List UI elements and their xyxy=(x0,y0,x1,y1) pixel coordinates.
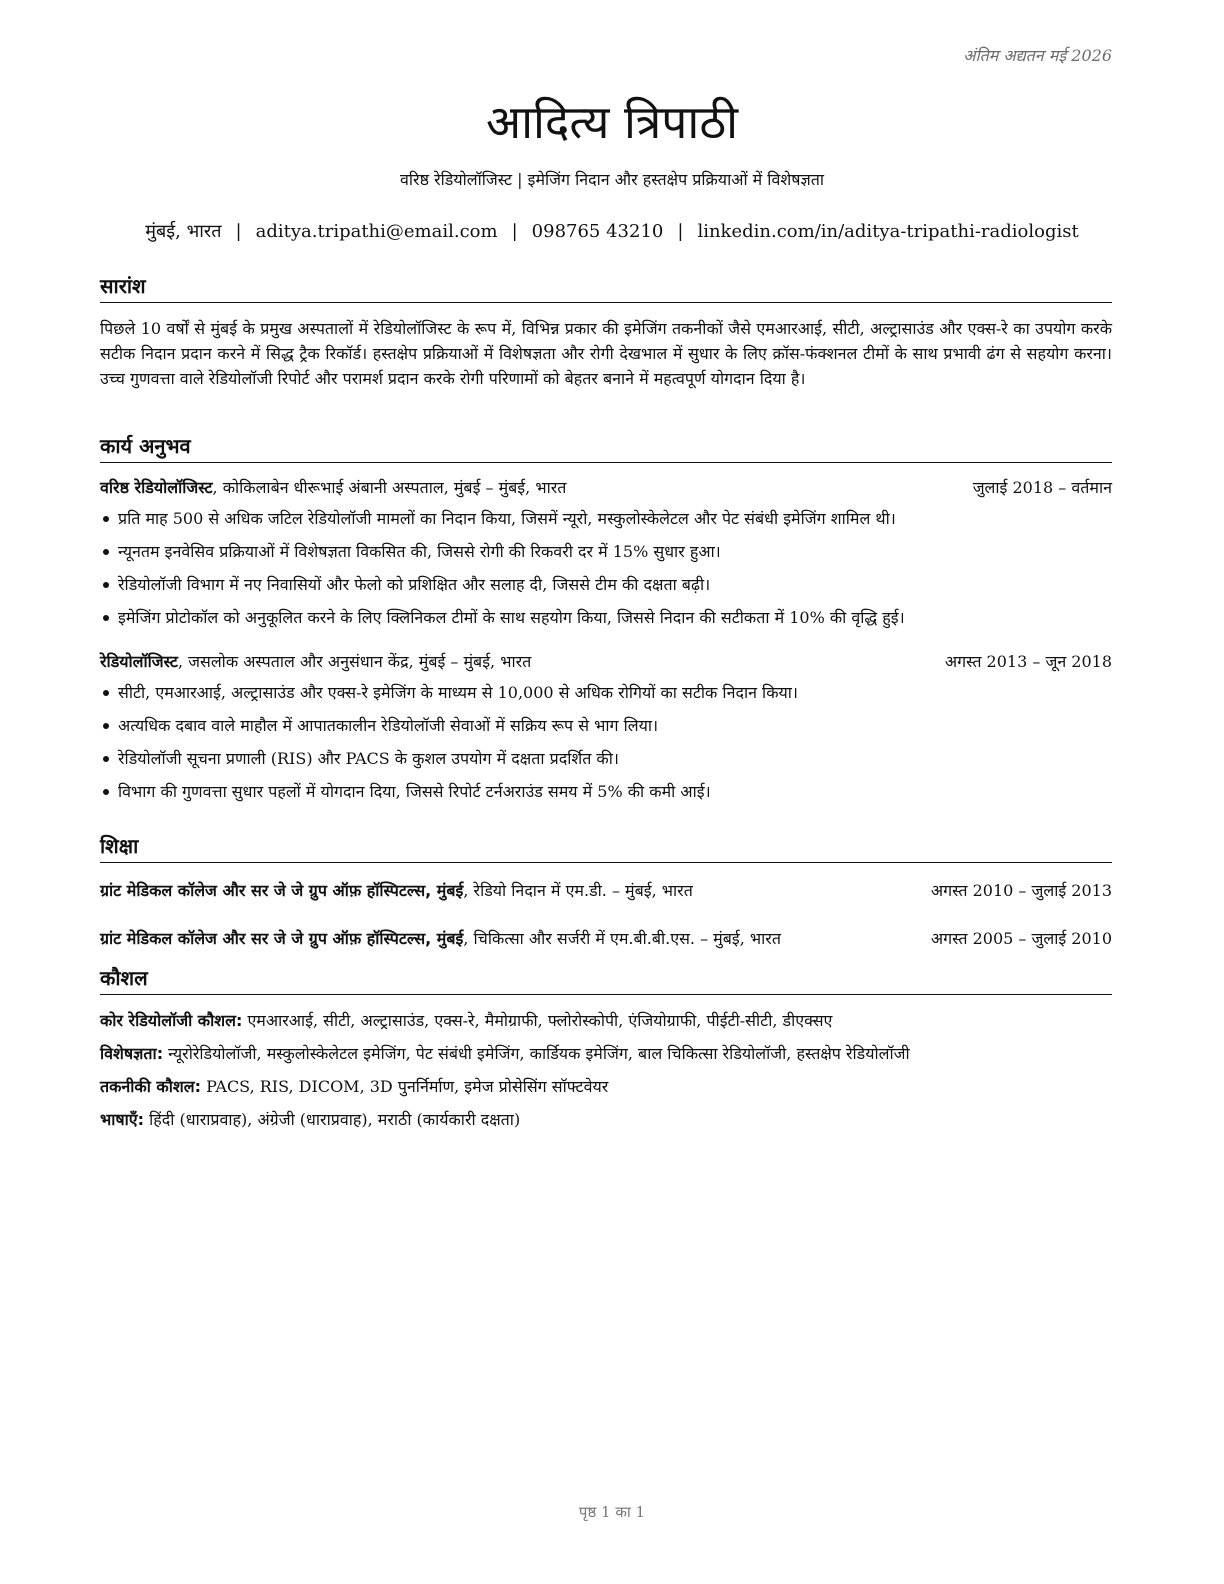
skills-row xyxy=(100,1037,1112,1070)
contact-email[interactable]: aditya.tripathi@email.com xyxy=(255,221,498,242)
bullet-item: अत्यधिक दबाव वाले माहौल में आपातकालीन रेडियोलॉजी सेवाओं में सक्रिय रूप से भाग लिया। xyxy=(100,709,1112,742)
skills-row xyxy=(100,1004,1112,1037)
skills-label: भाषाएँ: xyxy=(100,1110,145,1129)
section-title-experience: कार्य अनुभव xyxy=(100,432,1112,463)
skills-value: न्यूरोरेडियोलॉजी, मस्कुलोस्केलेटल इमेजिंग, पेट संबंधी इमेजिंग, कार्डियक इमेजिंग, बाल चिकित्सा रेडियोलॉजी, हस्तक्षेप रेडियोलॉजी xyxy=(163,1044,910,1063)
job-bullets xyxy=(100,676,1112,808)
education-dates: अगस्त 2005 – जुलाई 2010 xyxy=(930,929,1112,948)
education-line xyxy=(100,879,693,901)
job-org: , जसलोक अस्पताल और अनुसंधान केंद्र, मुंबई – मुंबई, भारत xyxy=(177,652,532,671)
skills-label: विशेषज्ञता: xyxy=(100,1044,164,1063)
skills-row xyxy=(100,1103,1112,1136)
job-role: रेडियोलॉजिस्ट xyxy=(100,652,178,671)
education-institution: ग्रांट मेडिकल कॉलेज और सर जे जे ग्रुप ऑफ़ हॉस्पिटल्स, मुंबई xyxy=(100,929,464,948)
job-dates: अगस्त 2013 – जून 2018 xyxy=(944,652,1112,671)
education-entry xyxy=(100,927,1112,949)
experience-section xyxy=(100,432,1112,808)
summary-section xyxy=(100,272,1112,391)
bullet-item: रेडियोलॉजी विभाग में नए निवासियों और फेलो को प्रशिक्षित और सलाह दी, जिससे टीम की दक्षता बढ़ी। xyxy=(100,568,1112,601)
job-entry xyxy=(100,650,1112,808)
education-entry xyxy=(100,879,1112,901)
page-number: पृष्ठ 1 का 1 xyxy=(578,1503,646,1521)
section-title-summary: सारांश xyxy=(100,272,1112,303)
job-role: वरिष्ठ रेडियोलॉजिस्ट xyxy=(100,478,213,497)
section-title-skills: कौशल xyxy=(100,964,1112,995)
job-title-line xyxy=(100,650,531,672)
skills-section xyxy=(100,964,1112,1136)
skills-label: कोर रेडियोलॉजी कौशल: xyxy=(100,1011,243,1030)
bullet-item: रेडियोलॉजी सूचना प्रणाली (RIS) और PACS के कुशल उपयोग में दक्षता प्रदर्शित की। xyxy=(100,742,1112,775)
contact-separator: | xyxy=(511,221,518,242)
skills-label: तकनीकी कौशल: xyxy=(100,1077,201,1096)
job-org: , कोकिलाबेन धीरूभाई अंबानी अस्पताल, मुंबई – मुंबई, भारत xyxy=(212,478,567,497)
bullet-item: इमेजिंग प्रोटोकॉल को अनुकूलित करने के लिए क्लिनिकल टीमों के साथ सहयोग किया, जिससे निदान की सटीकता में 10% की वृद्धि हुई। xyxy=(100,601,1112,634)
skills-list xyxy=(100,1004,1112,1136)
skills-value: PACS, RIS, DICOM, 3D पुनर्निर्माण, इमेज प्रोसेसिंग सॉफ्टवेयर xyxy=(201,1077,609,1096)
job-bullets xyxy=(100,502,1112,634)
summary-text: पिछले 10 वर्षों से मुंबई के प्रमुख अस्पतालों में रेडियोलॉजिस्ट के रूप में, विभिन्न प्रकार की इमेजिंग तकनीकों जैसे एमआरआई, सीटी, अल्ट्रासाउंड और एक्स-रे का उपयोग करके सटीक निदान प्रदान करने में सिद्ध ट्रैक रिकॉर्ड। हस्तक्षेप प्रक्रियाओं में विशेषज्ञता और रोगी देखभाल में सुधार के लिए क्रॉस-फंक्शनल टीमों के साथ प्रभावी ढंग से सहयोग करना। उच्च गुणवत्ता वाले रेडियोलॉजी रिपोर्ट और परामर्श प्रदान करके रोगी परिणामों को बेहतर बनाने में महत्वपूर्ण योगदान दिया है। xyxy=(100,319,1112,388)
bullet-item: न्यूनतम इनवेसिव प्रक्रियाओं में विशेषज्ञता विकसित की, जिससे रोगी की रिकवरी दर में 15% सुधार हुआ। xyxy=(100,535,1112,568)
skills-row xyxy=(100,1070,1112,1103)
job-title-line xyxy=(100,476,566,498)
education-section xyxy=(100,832,1112,949)
job-header xyxy=(100,650,1112,672)
contact-separator: | xyxy=(677,221,684,242)
bullet-item: प्रति माह 500 से अधिक जटिल रेडियोलॉजी मामलों का निदान किया, जिसमें न्यूरो, मस्कुलोस्केलेटल और पेट संबंधी इमेजिंग शामिल थी। xyxy=(100,502,1112,535)
education-line xyxy=(100,927,781,949)
education-institution: ग्रांट मेडिकल कॉलेज और सर जे जे ग्रुप ऑफ़ हॉस्पिटल्स, मुंबई xyxy=(100,881,464,900)
bullet-item: सीटी, एमआरआई, अल्ट्रासाउंड और एक्स-रे इमेजिंग के माध्यम से 10,000 से अधिक रोगियों का सटीक निदान किया। xyxy=(100,676,1112,709)
bullet-item: विभाग की गुणवत्ता सुधार पहलों में योगदान दिया, जिससे रिपोर्ट टर्नअराउंड समय में 5% की कमी आई। xyxy=(100,775,1112,808)
contact-location: मुंबई, भारत xyxy=(145,221,222,242)
contact-separator: | xyxy=(235,221,242,242)
candidate-name: आदित्य त्रिपाठी xyxy=(486,95,738,149)
education-degree: , चिकित्सा और सर्जरी में एम.बी.बी.एस. – मुंबई, भारत xyxy=(463,929,781,948)
section-title-education: शिक्षा xyxy=(100,832,1112,863)
job-header xyxy=(100,476,1112,498)
contact-line xyxy=(0,219,1224,243)
contact-linkedin[interactable]: linkedin.com/in/aditya-tripathi-radiologist xyxy=(697,221,1079,242)
education-degree: , रेडियो निदान में एम.डी. – मुंबई, भारत xyxy=(463,881,693,900)
skills-value: हिंदी (धाराप्रवाह), अंग्रेजी (धाराप्रवाह), मराठी (कार्यकारी दक्षता) xyxy=(144,1110,521,1129)
contact-phone: 098765 43210 xyxy=(531,221,664,242)
skills-value: एमआरआई, सीटी, अल्ट्रासाउंड, एक्स-रे, मैमोग्राफी, फ्लोरोस्कोपी, एंजियोग्राफी, पीईटी-सीटी, डीएक्सए xyxy=(242,1011,833,1030)
education-dates: अगस्त 2010 – जुलाई 2013 xyxy=(930,881,1112,900)
job-entry xyxy=(100,476,1112,634)
job-dates: जुलाई 2018 – वर्तमान xyxy=(972,478,1112,497)
last-updated: अंतिम अद्यतन मई 2026 xyxy=(963,46,1112,65)
tagline: वरिष्ठ रेडियोलॉजिस्ट | इमेजिंग निदान और हस्तक्षेप प्रक्रियाओं में विशेषज्ञता xyxy=(399,170,824,189)
